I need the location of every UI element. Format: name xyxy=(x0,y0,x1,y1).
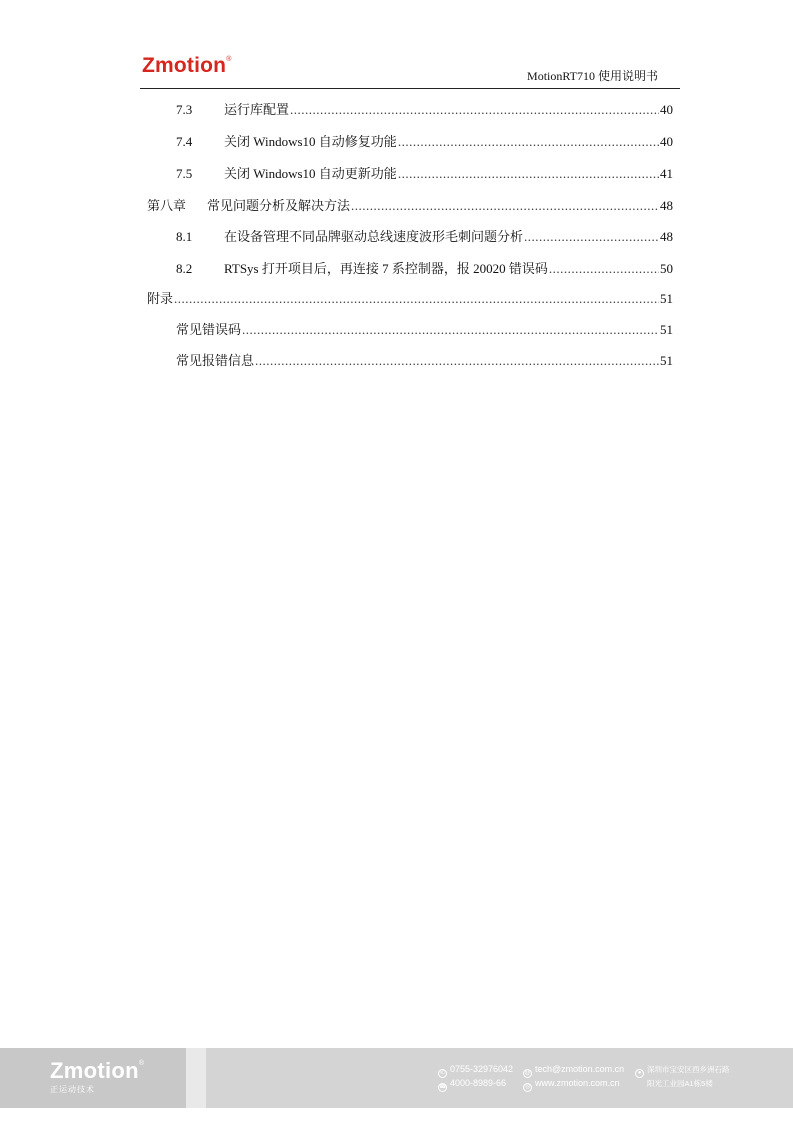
email-icon: @ xyxy=(524,1070,531,1076)
footer-divider xyxy=(186,1048,206,1108)
page-footer xyxy=(0,1048,793,1108)
toc-entry-chapter-8[interactable] xyxy=(147,196,673,216)
toc-leader xyxy=(398,164,659,184)
footer-email[interactable]: @ tech@zmotion.com.cn xyxy=(524,1064,625,1076)
toc-page-number: 51 xyxy=(660,322,673,337)
header-divider xyxy=(140,88,680,89)
toc-leader xyxy=(524,227,659,247)
footer-address-2: 阳光工业园A1栋5楼 xyxy=(647,1079,713,1088)
toc-leader xyxy=(290,100,659,120)
zmotion-logo: Zmotion® xyxy=(142,54,232,77)
toc-leader xyxy=(398,132,659,152)
toc-page-number: 48 xyxy=(660,198,673,213)
toc-leader xyxy=(174,289,659,309)
footer-website[interactable]: ◎ www.zmotion.com.cn xyxy=(524,1078,620,1090)
toc-title: 在设备管理不同品牌驱动总线速度波形毛刺问题分析 xyxy=(224,229,524,244)
hotline-icon: ☎ xyxy=(439,1084,447,1090)
toc-leader xyxy=(549,259,659,279)
toc-title: 常见错误码 xyxy=(176,322,242,337)
toc-page-number: 40 xyxy=(660,134,673,149)
toc-number: 8.1 xyxy=(176,229,193,244)
toc-title: 常见问题分析及解决方法 xyxy=(207,198,351,213)
location-icon: ● xyxy=(635,1069,644,1078)
toc-entry-7-3[interactable] xyxy=(147,100,673,120)
toc-page-number: 51 xyxy=(660,291,673,306)
toc-entry-7-5[interactable] xyxy=(147,164,673,184)
toc-page-number: 48 xyxy=(660,229,673,244)
toc-title: 运行库配置 xyxy=(224,102,290,117)
toc-number: 7.5 xyxy=(176,166,193,181)
footer-address-1: ● 深圳市宝安区西乡洲石路 xyxy=(635,1064,730,1078)
toc-title: RTSys 打开项目后，再连接 7 系控制器，报 20020 错误码 xyxy=(224,261,548,276)
footer-phone: ✆ 0755-32976042 xyxy=(439,1064,514,1076)
toc-leader xyxy=(255,351,659,371)
web-icon: ◎ xyxy=(524,1084,531,1090)
toc-title: 附录 xyxy=(147,291,174,306)
toc-entry-common-error-codes[interactable] xyxy=(147,320,673,340)
toc-entry-7-4[interactable] xyxy=(147,132,673,152)
toc-leader xyxy=(242,320,659,340)
footer-hotline: ☎ 4000-8989-66 xyxy=(439,1078,507,1090)
toc-page-number: 41 xyxy=(660,166,673,181)
toc-leader xyxy=(351,196,659,216)
footer-logo: Zmotion® xyxy=(50,1058,145,1083)
toc-page-number: 40 xyxy=(660,102,673,117)
toc-entry-8-2[interactable] xyxy=(147,259,673,279)
toc-number: 7.3 xyxy=(176,102,193,117)
toc-number: 7.4 xyxy=(176,134,193,149)
phone-icon: ✆ xyxy=(439,1070,446,1076)
toc-entry-common-error-messages[interactable] xyxy=(147,351,673,371)
footer-company-name: 正运动技术 xyxy=(50,1085,95,1094)
toc-entry-appendix[interactable] xyxy=(147,289,673,309)
toc-number: 8.2 xyxy=(176,261,193,276)
toc-title: 关闭 Windows10 自动更新功能 xyxy=(224,166,397,181)
toc-page-number: 50 xyxy=(660,261,673,276)
toc-title: 常见报错信息 xyxy=(176,353,255,368)
document-title: MotionRT710 使用说明书 xyxy=(527,69,658,83)
toc-title: 关闭 Windows10 自动修复功能 xyxy=(224,134,397,149)
toc-page-number: 51 xyxy=(660,353,673,368)
toc-entry-8-1[interactable] xyxy=(147,227,673,247)
toc-number: 第八章 xyxy=(147,198,187,213)
